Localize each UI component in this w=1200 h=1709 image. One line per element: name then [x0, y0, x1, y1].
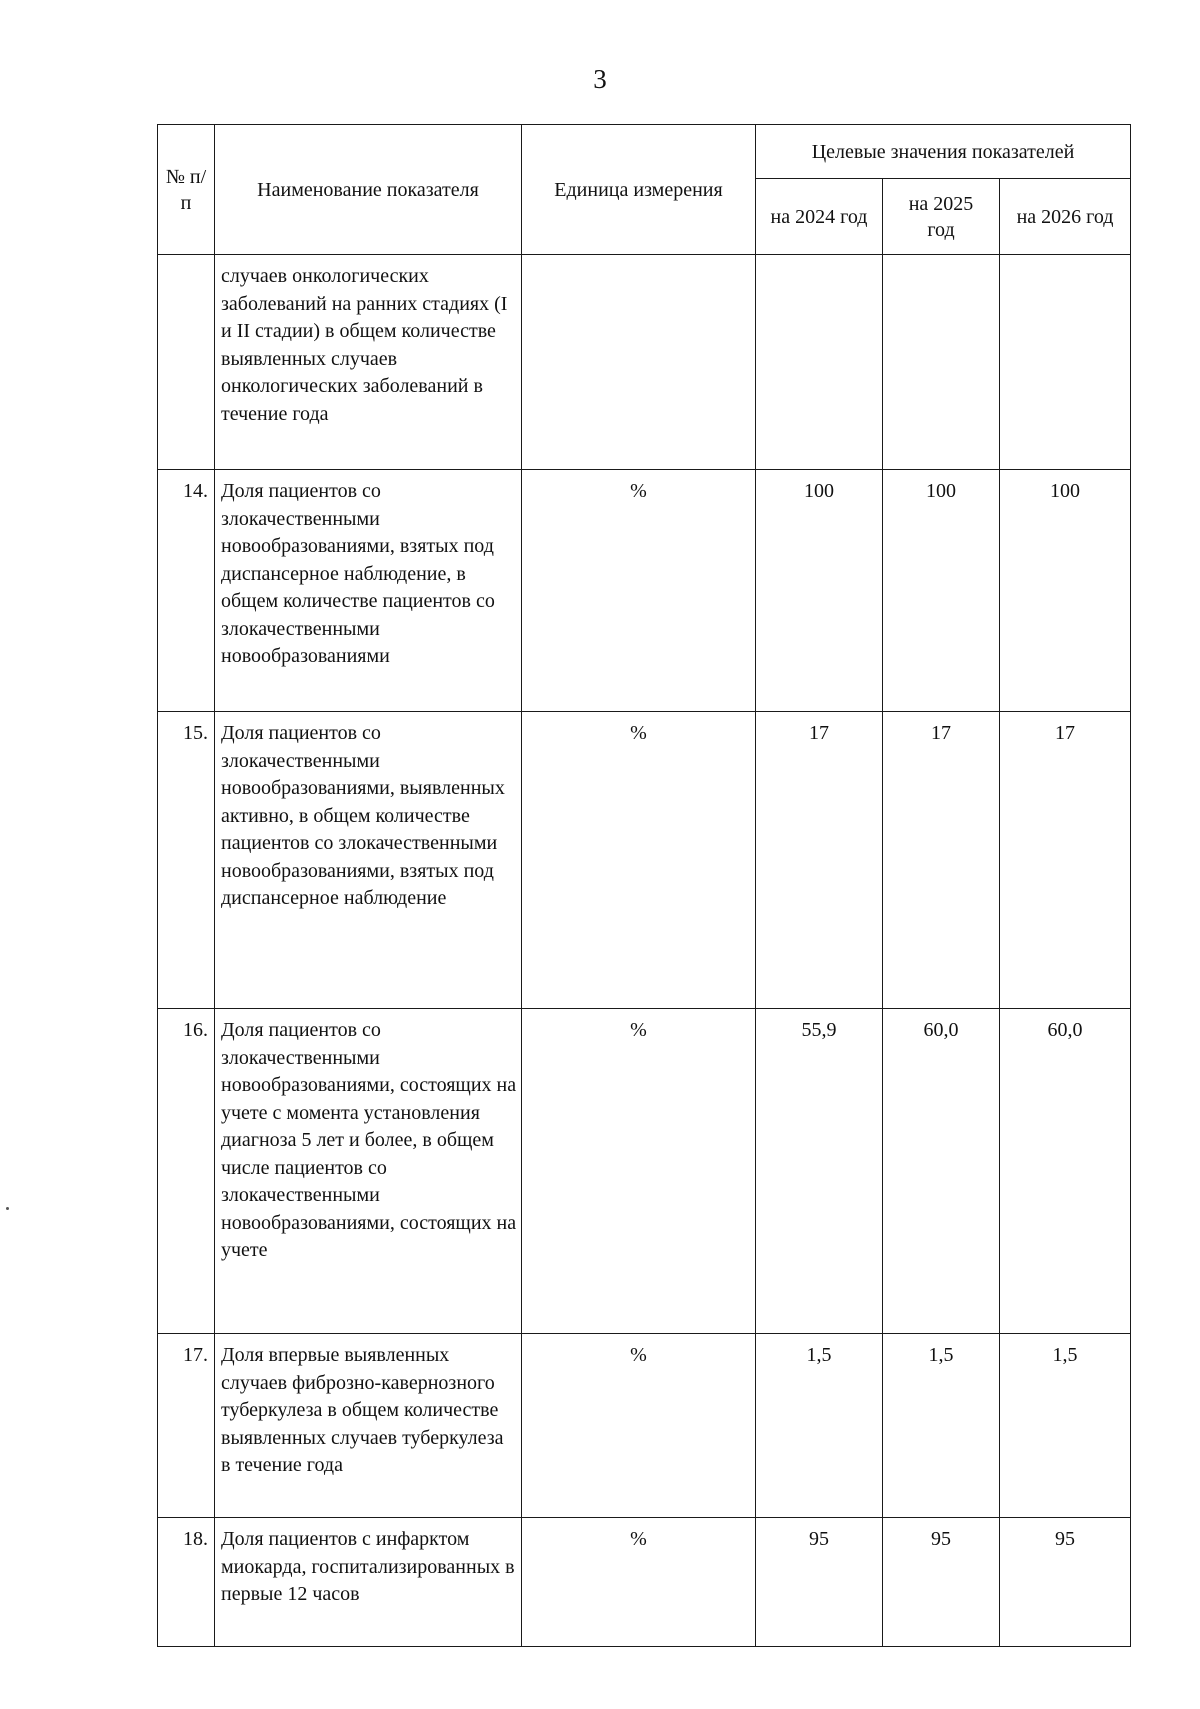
row-unit: % [522, 1518, 756, 1647]
row-unit: % [522, 712, 756, 1009]
row-value-2026: 60,0 [1000, 1009, 1131, 1334]
row-number: 18. [158, 1518, 215, 1647]
table-body [158, 255, 1131, 1647]
row-indicator-name: Доля пациентов со злокачественными новообразованиями, взятых под диспансерное наблюдение, в общем количестве пациентов со злокачественными новообразованиями [215, 470, 522, 712]
page-number: 3 [593, 64, 607, 94]
row-unit: % [522, 470, 756, 712]
row-indicator-name: Доля пациентов со злокачественными новообразованиями, выявленных активно, в общем количестве пациентов со злокачественными новообразованиями, взятых под диспансерное наблюдение [215, 712, 522, 1009]
row-value-2026: 17 [1000, 712, 1131, 1009]
row-value-2024: 95 [756, 1518, 883, 1647]
row-value-2024: 100 [756, 470, 883, 712]
row-value-2024: 17 [756, 712, 883, 1009]
row-number: 16. [158, 1009, 215, 1334]
row-unit: % [522, 1334, 756, 1518]
row-number: 14. [158, 470, 215, 712]
row-value-2025: 17 [883, 712, 1000, 1009]
table-header [158, 125, 1131, 255]
table-row [158, 712, 1131, 1009]
row-value-2026: 1,5 [1000, 1334, 1131, 1518]
header-name: Наименование показателя [215, 125, 522, 255]
row-value-2025: 60,0 [883, 1009, 1000, 1334]
table-row [158, 1334, 1131, 1518]
row-value-2024 [756, 255, 883, 470]
header-unit: Единица измерения [522, 125, 756, 255]
header-targets: Целевые значения показателей [756, 125, 1131, 179]
header-year-2025: на 2025 год [883, 179, 1000, 255]
indicators-table [157, 124, 1131, 1647]
table-row [158, 255, 1131, 470]
row-value-2024: 55,9 [756, 1009, 883, 1334]
row-number [158, 255, 215, 470]
row-unit: % [522, 1009, 756, 1334]
row-value-2025: 1,5 [883, 1334, 1000, 1518]
table-row [158, 1518, 1131, 1647]
table-row [158, 470, 1131, 712]
table-row [158, 1009, 1131, 1334]
row-value-2024: 1,5 [756, 1334, 883, 1518]
row-number: 15. [158, 712, 215, 1009]
row-unit [522, 255, 756, 470]
header-year-2026: на 2026 год [1000, 179, 1131, 255]
header-row-top [158, 125, 1131, 179]
row-indicator-name: Доля впервые выявленных случаев фиброзно-кавернозного туберкулеза в общем количестве выявленных случаев туберкулеза в течение года [215, 1334, 522, 1518]
row-value-2025: 95 [883, 1518, 1000, 1647]
scan-speck [6, 1207, 9, 1210]
row-value-2025: 100 [883, 470, 1000, 712]
row-value-2026 [1000, 255, 1131, 470]
row-value-2025 [883, 255, 1000, 470]
row-number: 17. [158, 1334, 215, 1518]
row-value-2026: 95 [1000, 1518, 1131, 1647]
header-number: № п/п [158, 125, 215, 255]
header-year-2024: на 2024 год [756, 179, 883, 255]
row-indicator-name: Доля пациентов с инфарктом миокарда, госпитализированных в первые 12 часов [215, 1518, 522, 1647]
row-indicator-name: случаев онкологических заболеваний на ранних стадиях (I и II стадии) в общем количестве выявленных случаев онкологических заболеваний в течение года [215, 255, 522, 470]
row-indicator-name: Доля пациентов со злокачественными новообразованиями, состоящих на учете с момента установления диагноза 5 лет и более, в общем числе пациентов со злокачественными новообразованиями, состоящих на учете [215, 1009, 522, 1334]
row-value-2026: 100 [1000, 470, 1131, 712]
